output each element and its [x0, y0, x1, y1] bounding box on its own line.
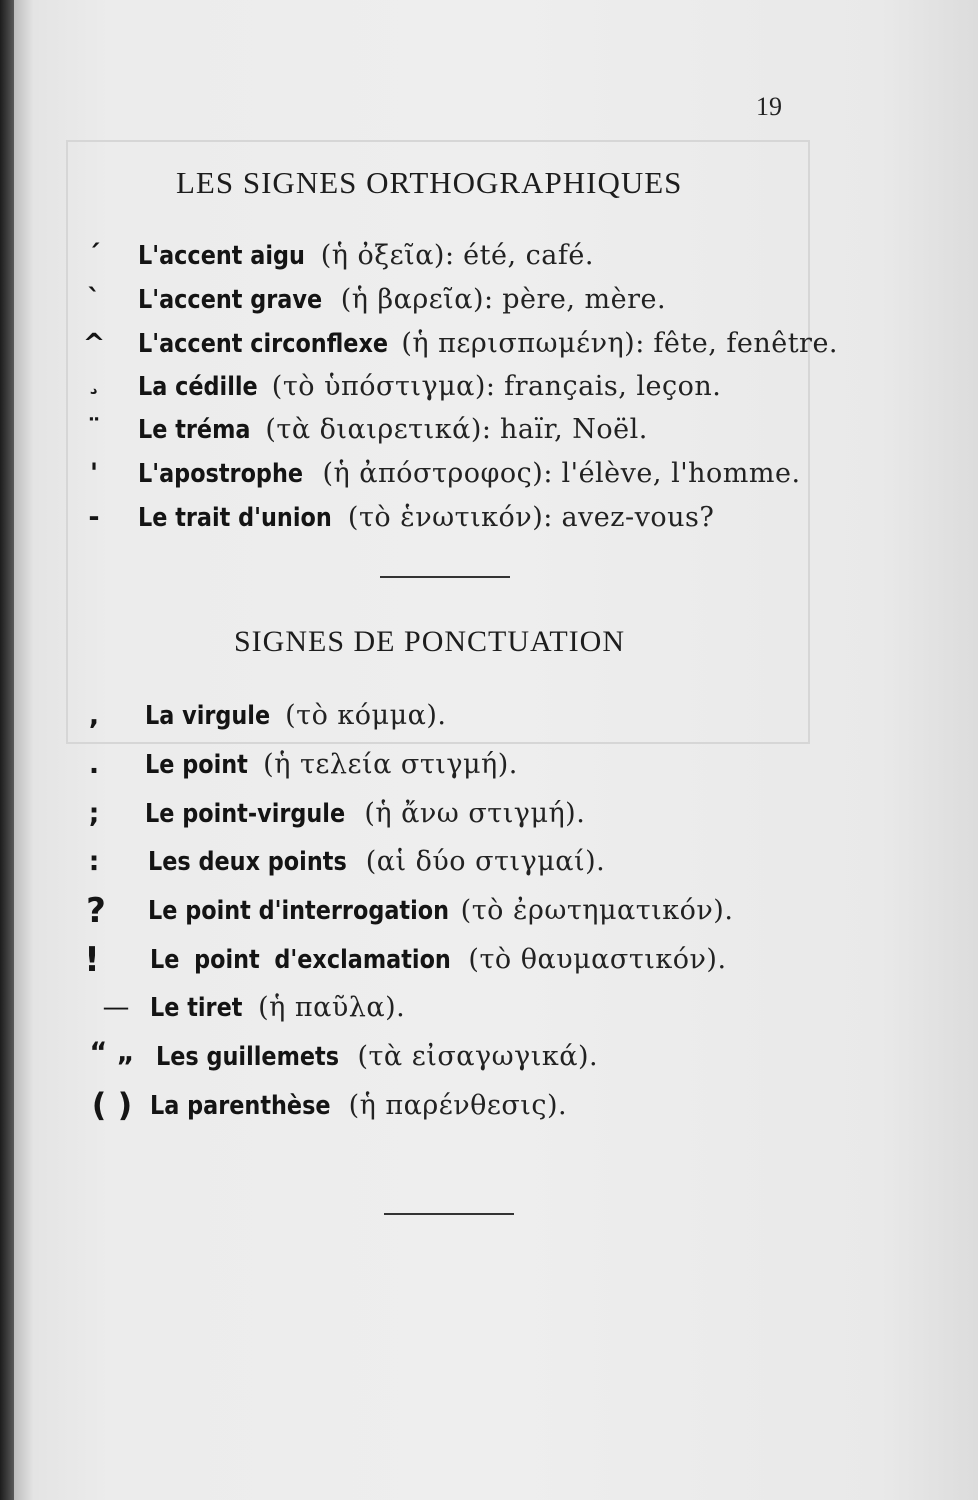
greek-name: (τὰ εἰσαγωγικά). — [357, 1041, 599, 1072]
term: L'accent grave — [138, 285, 323, 315]
page-number: 19 — [756, 92, 782, 121]
apostrophe-icon: ' — [89, 458, 99, 489]
term: Le tréma — [138, 415, 251, 445]
term: Le point — [145, 750, 248, 780]
colon-icon: : — [88, 846, 100, 877]
term: Le trait d'union — [138, 503, 332, 533]
divider — [384, 1213, 514, 1215]
examples: père, mère. — [502, 284, 667, 315]
divider — [380, 576, 510, 578]
greek-name: (ἡ παρένθεσις). — [348, 1090, 568, 1121]
greek-name: (ἡ περισπωμένη): — [401, 328, 645, 359]
greek-name: (τὸ ἐρωτηματικόν). — [460, 895, 734, 926]
term: Le point-virgule — [145, 799, 346, 829]
examples: avez-vous? — [561, 502, 715, 533]
greek-name: (τὸ κόμμα). — [285, 700, 447, 731]
examples: l'élève, l'homme. — [561, 458, 801, 489]
greek-name: (ἡ παῦλα). — [258, 992, 406, 1023]
greek-name: (τὸ θαυμαστικόν). — [468, 944, 727, 975]
greek-name: (τὸ ὑπόστιγμα): — [271, 371, 496, 402]
examples: été, café. — [463, 240, 594, 271]
semicolon-icon: ; — [88, 798, 100, 829]
accent-aigu-icon: ´ — [87, 240, 101, 271]
accent-grave-icon: ` — [87, 284, 101, 315]
section-title-punctuation: SIGNES DE PONCTUATION — [234, 625, 626, 658]
greek-name: (ἡ ἄνω στιγμή). — [364, 798, 586, 829]
term: L'apostrophe — [138, 459, 304, 489]
greek-name: (αἱ δύο στιγμαί). — [365, 846, 606, 877]
binding-shadow — [0, 0, 14, 1500]
greek-name: (ἡ τελεία στιγμή). — [263, 749, 518, 780]
term: Le point d'interrogation — [148, 896, 450, 926]
greek-name: (ἡ βαρεῖα): — [340, 284, 494, 315]
greek-name: (τὰ διαιρετικά): — [265, 414, 492, 445]
term: Le tiret — [150, 993, 243, 1023]
greek-name: (ἡ ὀξεῖα): — [320, 240, 455, 271]
cedilla-icon: ¸ — [87, 365, 101, 396]
hyphen-icon: - — [88, 502, 100, 533]
book-page — [14, 0, 978, 1500]
term: La parenthèse — [150, 1091, 331, 1121]
greek-name: (τὸ ἑνωτικόν): — [347, 502, 553, 533]
examples: français, leçon. — [504, 371, 722, 402]
dash-icon: — — [102, 992, 130, 1023]
comma-icon: , — [88, 700, 100, 731]
exclamation-icon: ! — [84, 940, 100, 980]
section-title-orthographic: LES SIGNES ORTHOGRAPHIQUES — [176, 165, 683, 200]
greek-name: (ἡ ἀπόστροφος): — [322, 458, 553, 489]
term: La virgule — [145, 701, 271, 731]
term: Les guillemets — [156, 1042, 340, 1072]
trema-icon: ¨ — [87, 414, 101, 445]
term: L'accent aigu — [138, 241, 305, 271]
parentheses-icon: ( ) — [91, 1086, 133, 1124]
period-icon: . — [88, 749, 100, 780]
term: Les deux points — [148, 847, 347, 877]
question-mark-icon: ? — [86, 891, 106, 931]
examples: haïr, Noël. — [500, 414, 648, 445]
term: La cédille — [138, 372, 258, 402]
term: Le point d'exclamation — [150, 945, 451, 975]
term: L'accent circonflexe — [138, 329, 389, 359]
quotation-marks-icon: “ „ — [89, 1037, 135, 1068]
examples: fête, fenêtre. — [653, 328, 839, 359]
circumflex-icon: ^ — [82, 328, 106, 359]
